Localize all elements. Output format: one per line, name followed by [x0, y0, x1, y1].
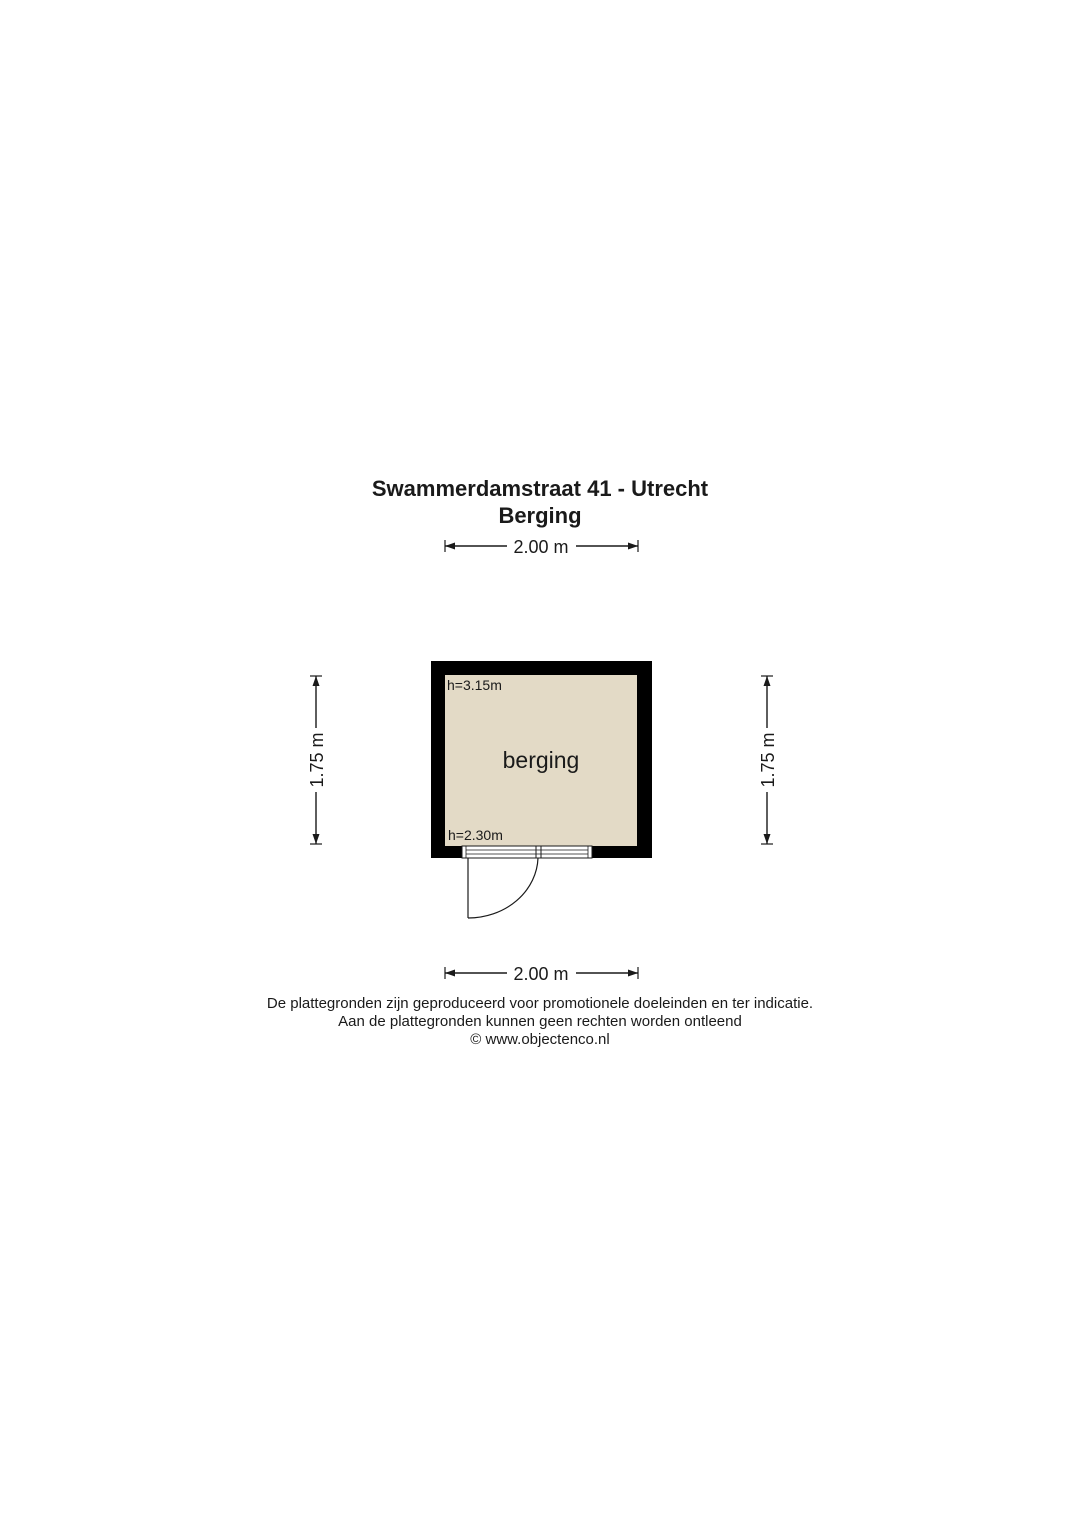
door-swing — [468, 858, 538, 918]
door-frame — [462, 846, 592, 858]
disclaimer-line-1: De plattegronden zijn geproduceerd voor promotionele doeleinden en ter indicatie. — [266, 995, 814, 1012]
plan-title-address: Swammerdamstraat 41 - Utrecht — [371, 476, 709, 501]
dimension-top — [445, 537, 638, 557]
dimension-bottom — [445, 964, 638, 984]
dimension-left — [307, 676, 327, 844]
dimension-right — [758, 676, 778, 844]
disclaimer-line-2: Aan de plattegronden kunnen geen rechten worden ontleend — [338, 1013, 742, 1030]
room-label: berging — [502, 747, 580, 773]
plan-title-floor: Berging — [498, 503, 582, 528]
copyright-link: © www.objectenco.nl — [470, 1031, 610, 1048]
dimension-bottom-label: 2.00 m — [513, 964, 569, 984]
dimension-right-label: 1.75 m — [758, 732, 778, 788]
dimension-left-label: 1.75 m — [307, 732, 327, 788]
room-height-min: h=2.30m — [448, 827, 503, 843]
room-berging — [431, 661, 652, 918]
room-height-max: h=3.15m — [447, 677, 502, 693]
dimension-top-label: 2.00 m — [513, 537, 569, 557]
